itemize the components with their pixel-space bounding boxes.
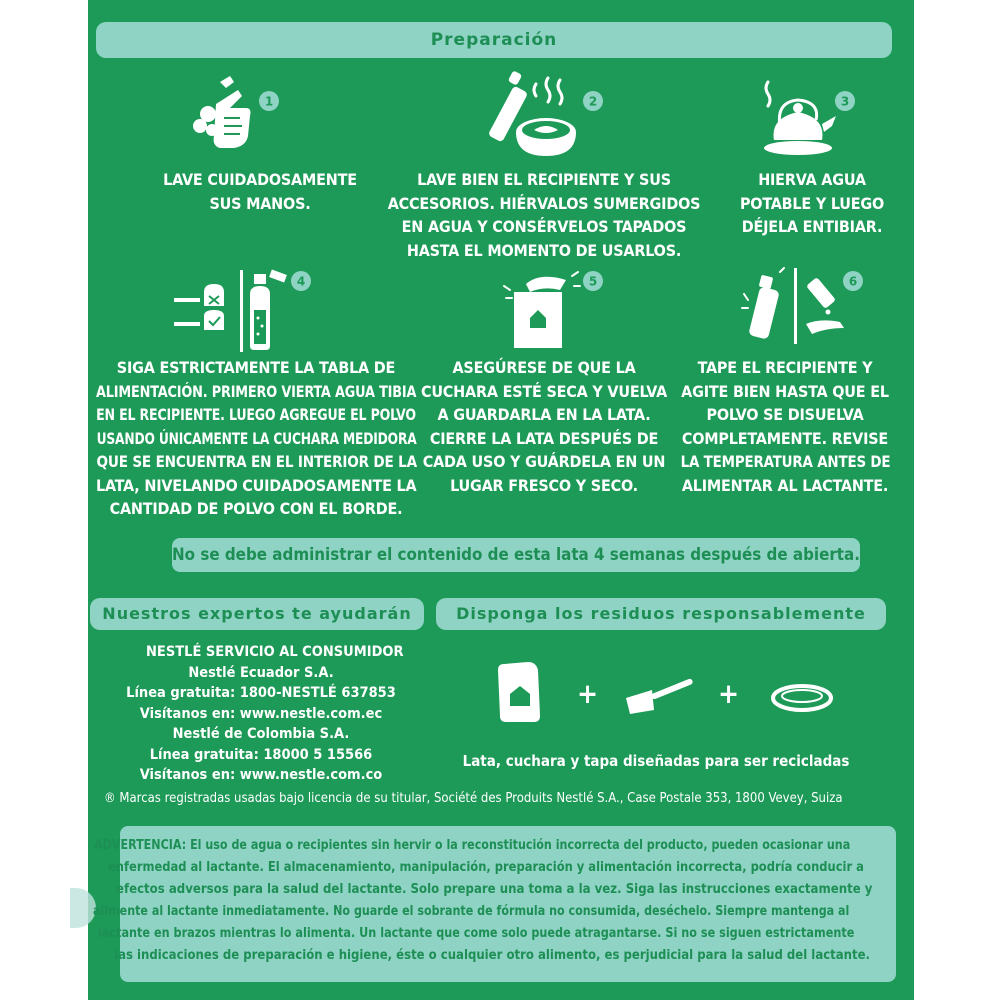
step-3-badge: [834, 90, 856, 112]
svg-text:1: 1: [264, 94, 274, 109]
shake-test-bottle-icon: [740, 264, 850, 350]
preparation-header: Preparación: [96, 22, 892, 58]
boil-bottle-icon: [486, 68, 582, 162]
consumer-service-info: NESTLÉ SERVICIO AL CONSUMIDOR Nestlé Ecuador S.A. Línea gratuita: 1800-NESTLÉ 637853 Visítanos en: www.nestle.com.ec Nestlé de Colombia S.A. Línea gratuita: 18000 5 15566 Visítanos en: www.nestle.com.co: [126, 644, 404, 783]
step-6-text: TAPE EL RECIPIENTE Y AGITE BIEN HASTA QUE EL POLVO SE DISUELVA COMPLETAMENTE. REVISE LA TEMPERATURA ANTES DE ALIMENTAR AL LACTANTE.: [680, 358, 890, 495]
svg-text:3: 3: [840, 94, 850, 109]
step-2-badge: [582, 90, 604, 112]
step-4-text: SIGA ESTRICTAMENTE LA TABLA DE ALIMENTACIÓN. PRIMERO VIERTA AGUA TIBIA EN EL RECIPIENTE. LUEGO AGREGUE EL POLVO USANDO ÚNICAMENTE LA CUCHARA MEDIDORA QUE SE ENCUENTRA EN EL INTERIOR DE LA LATA, NIVELANDO CUIDADOSAMENTE LA CANTIDAD DE POLVO CON EL BORDE.: [95, 358, 417, 518]
svg-text:6: 6: [848, 274, 858, 289]
hand-washing-icon: [190, 74, 260, 158]
step-1-badge: [258, 90, 280, 112]
kettle-icon: [760, 80, 840, 160]
advertencia-text: ADVERTENCIA: El uso de agua o recipientes sin hervir o la reconstitución incorrecta del producto, pueden ocasionar una enfermedad al lactante. El almacenamiento, manipulación, preparación y alimentación incorrecta, podría conducir a efectos adversos para la salud del lactante. Solo prepare una toma a la vez. Siga las instrucciones exactamente y alimente al lactante inmediatamente. No guarde el sobrante de fórmula no consumida, deséchelo. Siempre mantenga al lactante en brazos mientras lo alimenta. Un lactante que come solo puede atragantarse. Si no se siguen estrictamente las indicaciones de preparación e higiene, éste o cualquier otro alimento, es perjudicial para la salud del lactante.: [92, 837, 873, 963]
step-5-badge: [582, 270, 604, 292]
measure-scoop-bottle-icon: [170, 266, 300, 352]
step-3-text: HIERVA AGUA POTABLE Y LUEGO DÉJELA ENTIBIAR.: [739, 170, 885, 236]
expiry-warning-banner: No se debe administrar el contenido de esta lata 4 semanas después de abierta.: [172, 538, 860, 572]
trademark-note: ® Marcas registradas usadas bajo licencia de su titular, Société des Produits Nestlé S.A., Case Postale 353, 1800 Vevey, Suiza: [104, 791, 843, 806]
can-icon: [494, 660, 544, 724]
step-6-badge: [842, 270, 864, 292]
scoop-icon: [624, 670, 694, 716]
experts-header: Nuestros expertos te ayudarán: [90, 598, 424, 630]
svg-text:5: 5: [588, 274, 598, 289]
plus-sign: +: [577, 677, 599, 710]
svg-text:2: 2: [588, 94, 598, 109]
step-5-text: ASEGÚRESE DE QUE LA CUCHARA ESTÉ SECA Y VUELVA A GUARDARLA EN LA LATA. CIERRE LA LATA DESPUÉS DE CADA USO Y GUÁRDELA EN UN LUGAR FRESCO Y SECO.: [420, 358, 668, 495]
close-can-icon: [500, 266, 584, 352]
step-2-text: LAVE BIEN EL RECIPIENTE Y SUS ACCESORIOS. HIÉRVALOS SUMERGIDOS EN AGUA Y CONSÉRVELOS TAPADOS HASTA EL MOMENTO DE USARLOS.: [387, 170, 701, 260]
svg-text:4: 4: [296, 274, 306, 289]
plus-sign: +: [718, 677, 740, 710]
lid-icon: [770, 680, 834, 714]
step-4-badge: [290, 270, 312, 292]
disposal-header: Disponga los residuos responsablemente: [436, 598, 886, 630]
step-1-text: LAVE CUIDADOSAMENTE SUS MANOS.: [163, 170, 357, 213]
recycle-caption: Lata, cuchara y tapa diseñadas para ser recicladas: [462, 752, 850, 770]
